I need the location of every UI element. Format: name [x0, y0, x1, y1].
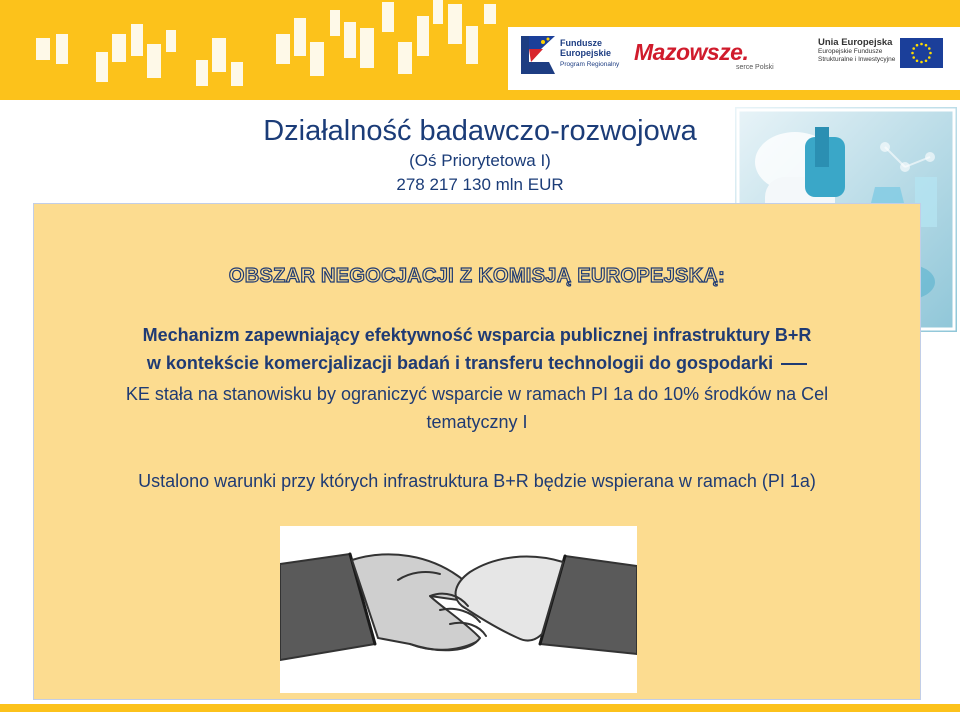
- mechanism-line-2-text: w kontekście komercjalizacji badań i transferu technologii do gospodarki: [146, 353, 774, 373]
- funds-logo-line2: Europejskie: [560, 48, 612, 58]
- header-band: [0, 0, 960, 100]
- title-block: [225, 113, 735, 197]
- eu-logo-line3: Strukturalne i Inwestycyjne: [818, 56, 896, 63]
- european-funds-logo-icon: [521, 36, 555, 74]
- funds-logo-line3: Program Regionalny: [560, 61, 620, 68]
- mechanism-line-2: [34, 353, 920, 374]
- eu-flag-icon: [900, 38, 943, 68]
- handshake-illustration: [280, 526, 637, 693]
- eu-logo-line1: Unia Europejska: [818, 37, 893, 48]
- mechanism-line-1: [34, 325, 920, 346]
- eu-logo-text: [818, 38, 895, 64]
- mazowsze-tagline: serce Polski: [736, 64, 774, 71]
- ke-position-line-1: KE stała na stanowisku by ograniczyć wsparcie w ramach PI 1a do 10% środków na Cel: [125, 384, 829, 404]
- decorative-blocks: [0, 0, 520, 100]
- content-panel: [33, 203, 921, 700]
- budget-amount: 278 217 130 mln EUR: [396, 175, 564, 194]
- funds-logo-line1: Fundusze: [560, 38, 602, 48]
- agreed-conditions-line: Ustalono warunki przy których infrastruktura B+R będzie wspierana w ramach (PI 1a): [138, 471, 816, 491]
- page-title: Działalność badawczo-rozwojowa: [263, 115, 697, 147]
- eu-logo-line2: Europejskie Fundusze: [818, 48, 883, 55]
- ke-position-line-2: tematyczny I: [426, 412, 528, 432]
- mechanism-line-1-text: Mechanizm zapewniający efektywność wsparcia publicznej infrastruktury B+R: [142, 325, 812, 345]
- footer-band: [0, 704, 960, 712]
- dash-divider: [781, 363, 807, 365]
- mazowsze-logo: Mazowsze.: [634, 39, 749, 65]
- panel-heading: OBSZAR NEGOCJACJI Z KOMISJĄ EUROPEJSKĄ:: [228, 265, 726, 287]
- european-funds-logo-text: [560, 38, 619, 70]
- logos-box: [508, 27, 960, 90]
- page-subtitle: (Oś Priorytetowa I): [409, 151, 551, 170]
